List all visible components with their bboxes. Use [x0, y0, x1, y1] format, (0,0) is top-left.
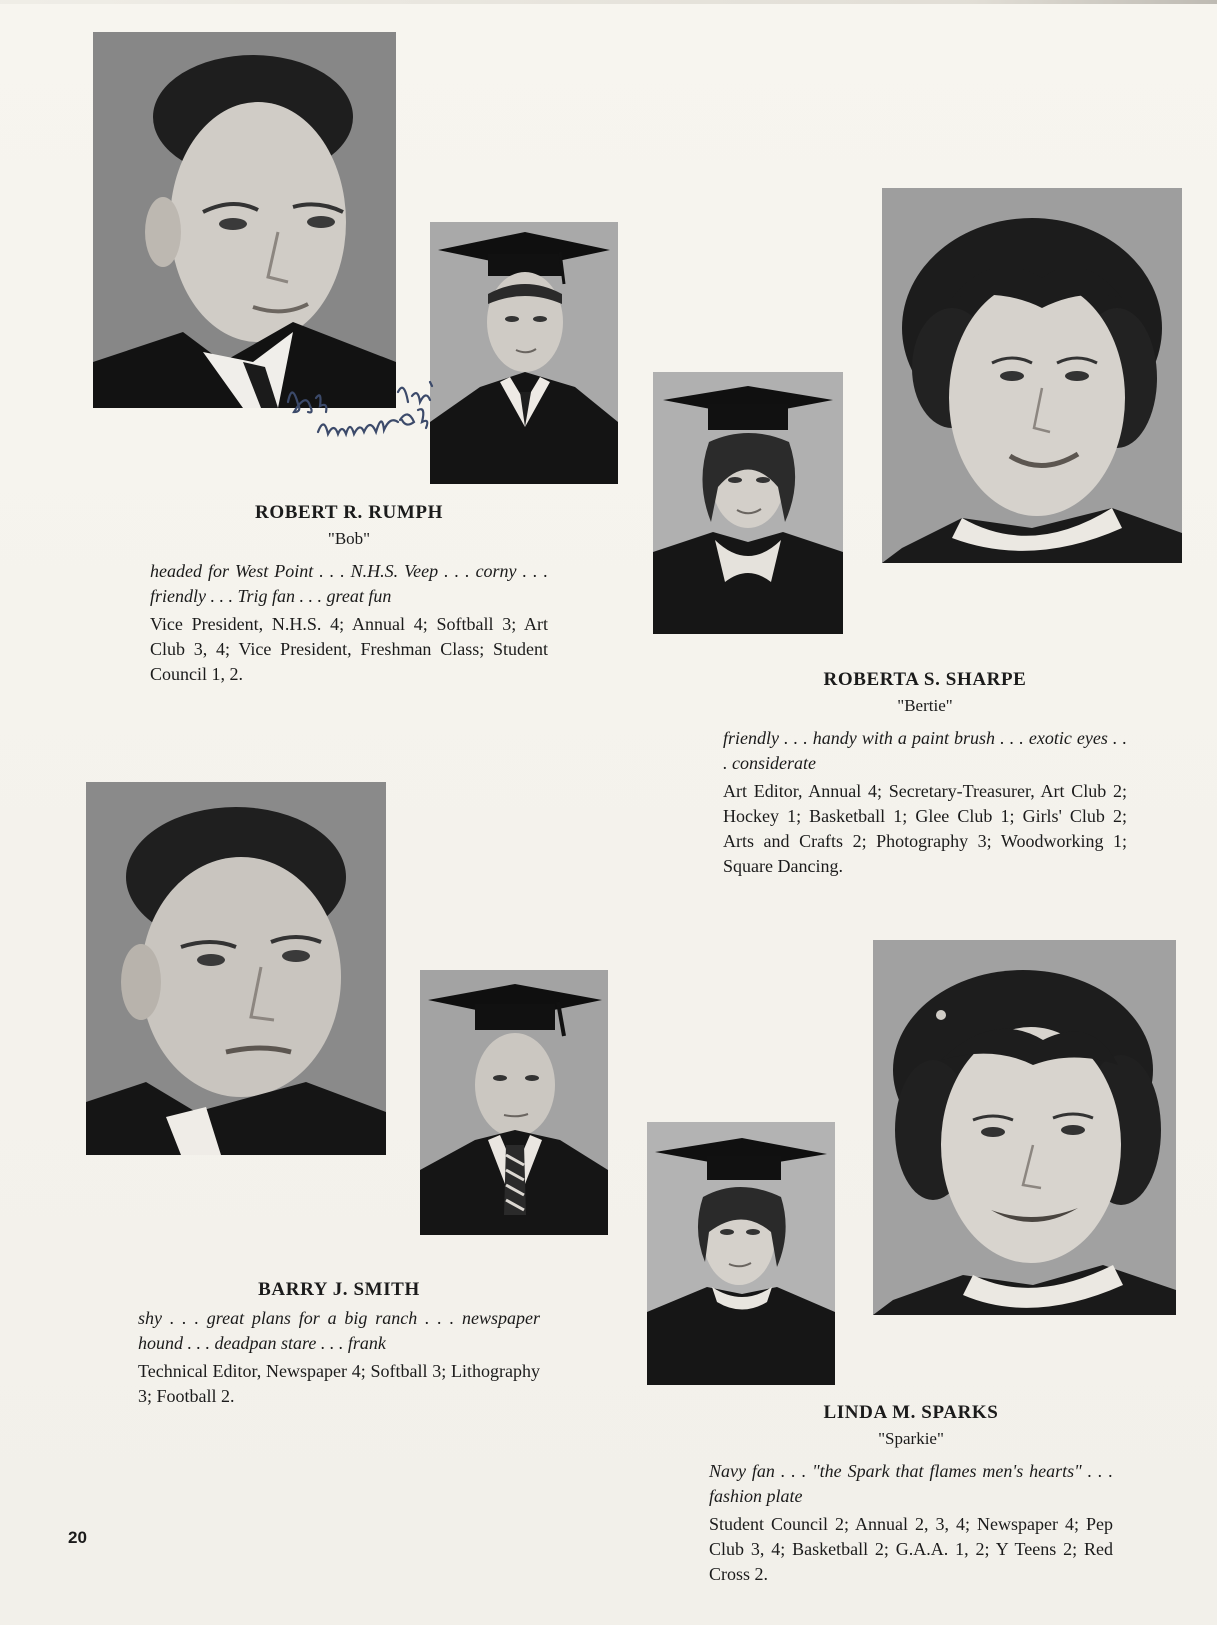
linda-sparks-cap-gown-photo	[647, 1122, 835, 1385]
roberta-sharpe-cap-gown-photo	[653, 372, 843, 634]
student-name: LINDA M. SPARKS	[823, 1402, 999, 1423]
student-motto: headed for West Point . . . N.H.S. Veep . . . corny . . . friendly . . . Trig fan . . . great fun	[150, 561, 548, 606]
student-nickname: "Bob"	[327, 529, 371, 548]
student-entry-linda-sparks	[709, 1400, 1113, 1587]
linda-sparks-portrait-photo	[873, 940, 1176, 1315]
student-activities: Art Editor, Annual 4; Secretary-Treasurer, Art Club 2; Hockey 1; Basketball 1; Glee Club 1; Girls' Club 2; Arts and Crafts 2; Photography 3; Woodworking 1; Square Dancing.	[723, 781, 1127, 876]
student-entry-roberta-sharpe	[723, 667, 1127, 879]
student-motto: friendly . . . handy with a paint brush . . . exotic eyes . . . considerate	[723, 728, 1127, 773]
student-activities: Vice President, N.H.S. 4; Annual 4; Softball 3; Art Club 3, 4; Vice President, Freshman Class; Student Council 1, 2.	[150, 614, 548, 684]
barry-smith-cap-gown-photo	[420, 970, 608, 1235]
student-activities: Student Council 2; Annual 2, 3, 4; Newspaper 4; Pep Club 3, 4; Basketball 2; G.A.A. 1, 2; Y Teens 2; Red Cross 2.	[709, 1514, 1113, 1584]
student-motto: shy . . . great plans for a big ranch . . . newspaper hound . . . deadpan stare . . . frank	[138, 1308, 540, 1353]
student-motto: Navy fan . . . "the Spark that flames men's hearts" . . . fashion plate	[709, 1461, 1113, 1506]
student-entry-robert-rumph	[150, 500, 548, 687]
student-nickname: "Bertie"	[897, 696, 953, 715]
student-nickname: "Sparkie"	[878, 1429, 944, 1448]
student-name: BARRY J. SMITH	[258, 1279, 420, 1300]
student-entry-barry-smith	[138, 1277, 540, 1409]
student-name: ROBERTA S. SHARPE	[823, 669, 1027, 690]
handwritten-signature	[280, 372, 470, 452]
student-name: ROBERT R. RUMPH	[255, 502, 443, 523]
page-number: 20	[68, 1528, 87, 1547]
roberta-sharpe-portrait-photo	[882, 188, 1182, 563]
page-top-edge	[0, 0, 1217, 4]
student-activities: Technical Editor, Newspaper 4; Softball 3; Lithography 3; Football 2.	[138, 1361, 540, 1406]
robert-rumph-portrait-photo	[93, 32, 396, 408]
barry-smith-portrait-photo	[86, 782, 386, 1155]
